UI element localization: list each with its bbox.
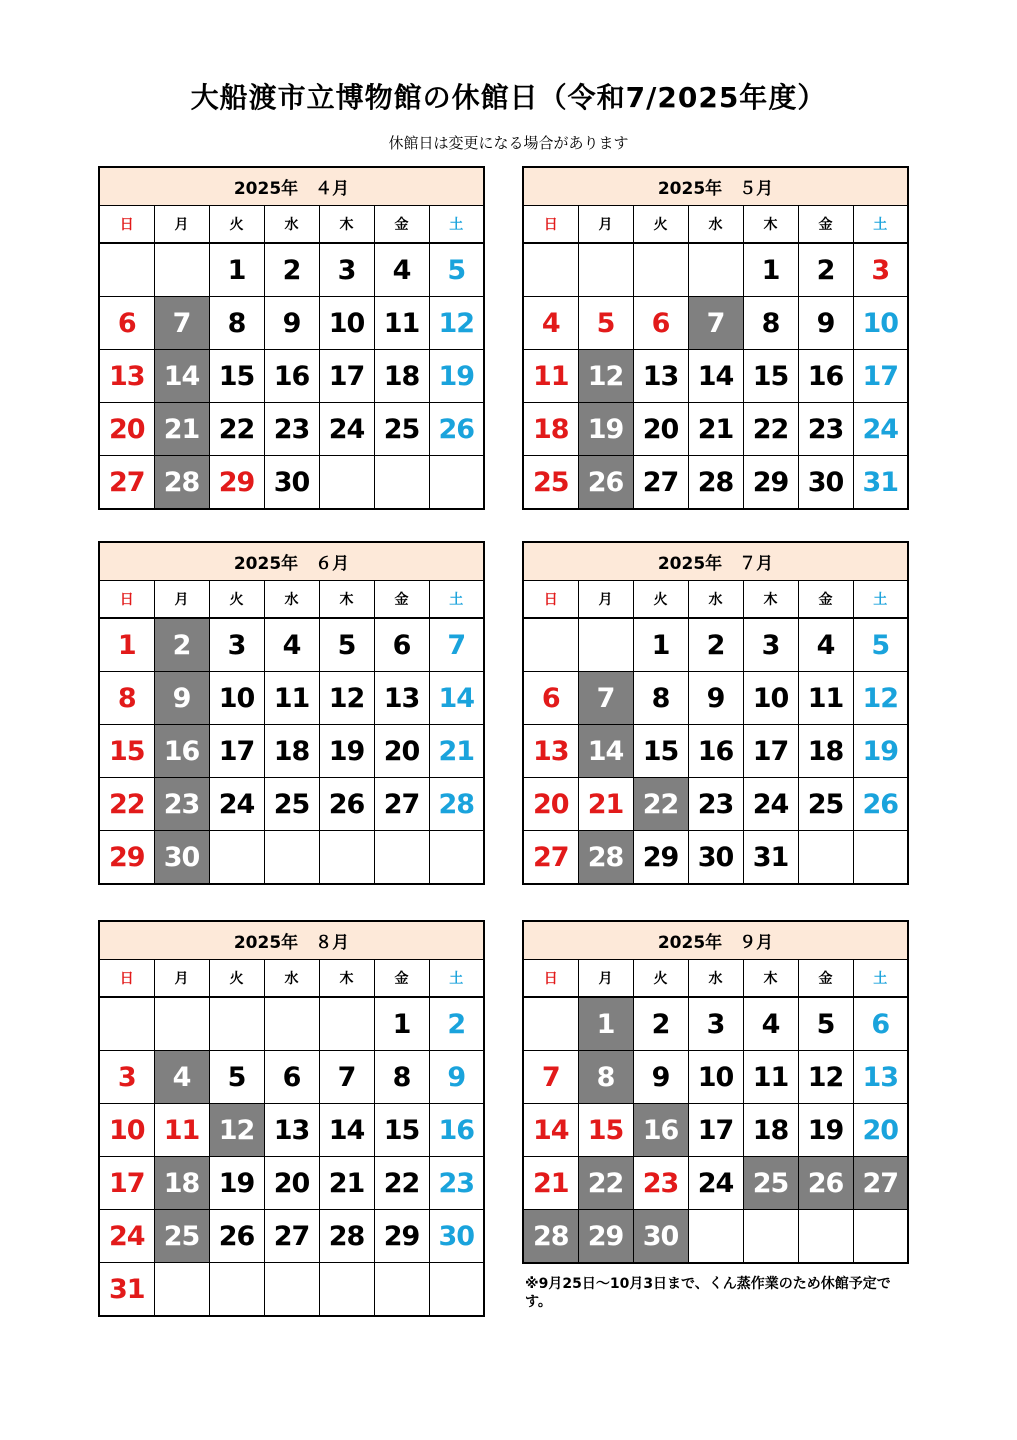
day-cell: 29	[633, 831, 688, 885]
day-cell: 16	[429, 1104, 484, 1157]
day-cell: 26	[429, 403, 484, 456]
day-cell: 13	[523, 725, 578, 778]
day-cell: 11	[154, 1104, 209, 1157]
day-cell: 20	[374, 725, 429, 778]
empty-cell	[209, 1263, 264, 1317]
day-cell: 26	[319, 778, 374, 831]
closed-day-cell: 7	[154, 297, 209, 350]
day-cell: 21	[429, 725, 484, 778]
empty-cell	[523, 618, 578, 672]
closed-day-cell: 29	[578, 1210, 633, 1264]
day-cell: 18	[743, 1104, 798, 1157]
empty-cell	[429, 456, 484, 510]
empty-cell	[798, 831, 853, 885]
weekday-label: 水	[688, 581, 743, 619]
day-cell: 27	[633, 456, 688, 510]
weekday-label: 金	[374, 206, 429, 244]
day-cell: 10	[99, 1104, 154, 1157]
day-cell: 20	[99, 403, 154, 456]
day-cell: 6	[853, 997, 908, 1051]
day-cell: 24	[853, 403, 908, 456]
empty-cell	[633, 243, 688, 297]
weekday-label: 木	[743, 960, 798, 998]
day-cell: 26	[853, 778, 908, 831]
day-cell: 20	[523, 778, 578, 831]
weekday-label: 金	[374, 581, 429, 619]
closed-day-cell: 30	[633, 1210, 688, 1264]
day-cell: 15	[578, 1104, 633, 1157]
day-cell: 24	[99, 1210, 154, 1263]
weekday-label: 金	[798, 960, 853, 998]
weekday-label: 日	[523, 581, 578, 619]
empty-cell	[264, 831, 319, 885]
empty-cell	[688, 243, 743, 297]
weekday-label: 水	[264, 960, 319, 998]
day-cell: 14	[688, 350, 743, 403]
day-cell: 25	[374, 403, 429, 456]
day-cell: 8	[633, 672, 688, 725]
day-cell: 8	[209, 297, 264, 350]
day-cell: 14	[319, 1104, 374, 1157]
day-cell: 15	[743, 350, 798, 403]
day-cell: 20	[633, 403, 688, 456]
day-cell: 2	[429, 997, 484, 1051]
weekday-label: 土	[853, 960, 908, 998]
day-cell: 17	[99, 1157, 154, 1210]
day-cell: 11	[264, 672, 319, 725]
closed-day-cell: 14	[154, 350, 209, 403]
day-cell: 1	[633, 618, 688, 672]
day-cell: 5	[853, 618, 908, 672]
weekday-label: 月	[578, 960, 633, 998]
day-cell: 4	[798, 618, 853, 672]
day-cell: 9	[429, 1051, 484, 1104]
day-cell: 4	[523, 297, 578, 350]
day-cell: 24	[319, 403, 374, 456]
day-cell: 24	[688, 1157, 743, 1210]
weekday-label: 金	[798, 206, 853, 244]
day-cell: 12	[429, 297, 484, 350]
day-cell: 7	[319, 1051, 374, 1104]
empty-cell	[578, 243, 633, 297]
day-cell: 29	[209, 456, 264, 510]
day-cell: 14	[523, 1104, 578, 1157]
day-cell: 13	[99, 350, 154, 403]
weekday-label: 水	[688, 206, 743, 244]
day-cell: 23	[264, 403, 319, 456]
closed-day-cell: 9	[154, 672, 209, 725]
day-cell: 27	[264, 1210, 319, 1263]
empty-cell	[319, 997, 374, 1051]
day-cell: 29	[374, 1210, 429, 1263]
day-cell: 6	[99, 297, 154, 350]
day-cell: 16	[264, 350, 319, 403]
day-cell: 10	[209, 672, 264, 725]
empty-cell	[853, 1210, 908, 1264]
day-cell: 18	[264, 725, 319, 778]
day-cell: 11	[374, 297, 429, 350]
weekday-label: 火	[633, 581, 688, 619]
day-cell: 31	[99, 1263, 154, 1317]
closed-day-cell: 25	[154, 1210, 209, 1263]
day-cell: 2	[633, 997, 688, 1051]
day-cell: 19	[319, 725, 374, 778]
day-cell: 5	[798, 997, 853, 1051]
empty-cell	[688, 1210, 743, 1264]
empty-cell	[319, 456, 374, 510]
fumigation-note: ※9月25日～10月3日まで、くん蒸作業のため休館予定です。	[525, 1276, 891, 1310]
closed-day-cell: 8	[578, 1051, 633, 1104]
day-cell: 13	[264, 1104, 319, 1157]
day-cell: 2	[798, 243, 853, 297]
day-cell: 4	[374, 243, 429, 297]
day-cell: 19	[853, 725, 908, 778]
closed-day-cell: 26	[578, 456, 633, 510]
empty-cell	[374, 456, 429, 510]
closed-day-cell: 4	[154, 1051, 209, 1104]
weekday-label: 水	[264, 206, 319, 244]
day-cell: 23	[798, 403, 853, 456]
day-cell: 18	[374, 350, 429, 403]
weekday-label: 月	[154, 206, 209, 244]
empty-cell	[853, 831, 908, 885]
day-cell: 27	[374, 778, 429, 831]
day-cell: 9	[264, 297, 319, 350]
day-cell: 28	[688, 456, 743, 510]
day-cell: 6	[633, 297, 688, 350]
day-cell: 10	[688, 1051, 743, 1104]
closed-day-cell: 12	[578, 350, 633, 403]
day-cell: 18	[798, 725, 853, 778]
month-header: 2025年 ６月	[99, 542, 484, 581]
day-cell: 15	[374, 1104, 429, 1157]
day-cell: 22	[374, 1157, 429, 1210]
weekday-label: 土	[853, 581, 908, 619]
weekday-label: 水	[688, 960, 743, 998]
day-cell: 19	[798, 1104, 853, 1157]
day-cell: 13	[374, 672, 429, 725]
day-cell: 25	[264, 778, 319, 831]
closed-day-cell: 25	[743, 1157, 798, 1210]
day-cell: 19	[209, 1157, 264, 1210]
day-cell: 17	[319, 350, 374, 403]
day-cell: 5	[429, 243, 484, 297]
day-cell: 21	[688, 403, 743, 456]
weekday-label: 水	[264, 581, 319, 619]
day-cell: 7	[429, 618, 484, 672]
day-cell: 16	[798, 350, 853, 403]
day-cell: 23	[688, 778, 743, 831]
day-cell: 21	[578, 778, 633, 831]
day-cell: 30	[264, 456, 319, 510]
weekday-label: 土	[429, 206, 484, 244]
day-cell: 17	[688, 1104, 743, 1157]
day-cell: 18	[523, 403, 578, 456]
day-cell: 4	[743, 997, 798, 1051]
day-cell: 6	[264, 1051, 319, 1104]
day-cell: 7	[523, 1051, 578, 1104]
day-cell: 2	[688, 618, 743, 672]
day-cell: 14	[429, 672, 484, 725]
day-cell: 28	[429, 778, 484, 831]
calendar-april	[98, 166, 485, 510]
closed-day-cell: 23	[154, 778, 209, 831]
closed-day-cell: 18	[154, 1157, 209, 1210]
day-cell: 8	[743, 297, 798, 350]
day-cell: 9	[798, 297, 853, 350]
day-cell: 17	[209, 725, 264, 778]
weekday-label: 火	[209, 960, 264, 998]
day-cell: 15	[209, 350, 264, 403]
day-cell: 3	[853, 243, 908, 297]
weekday-label: 月	[154, 960, 209, 998]
weekday-label: 木	[319, 206, 374, 244]
month-header: 2025年 ９月	[523, 921, 908, 960]
day-cell: 2	[264, 243, 319, 297]
closed-day-cell: 12	[209, 1104, 264, 1157]
day-cell: 1	[743, 243, 798, 297]
day-cell: 5	[578, 297, 633, 350]
weekday-label: 木	[743, 206, 798, 244]
empty-cell	[209, 997, 264, 1051]
empty-cell	[523, 243, 578, 297]
day-cell: 10	[743, 672, 798, 725]
empty-cell	[319, 1263, 374, 1317]
day-cell: 28	[319, 1210, 374, 1263]
closed-day-cell: 16	[154, 725, 209, 778]
day-cell: 27	[523, 831, 578, 885]
weekday-label: 火	[209, 581, 264, 619]
day-cell: 8	[374, 1051, 429, 1104]
calendar-august	[98, 920, 485, 1317]
day-cell: 3	[688, 997, 743, 1051]
closed-day-cell: 16	[633, 1104, 688, 1157]
day-cell: 5	[319, 618, 374, 672]
day-cell: 15	[633, 725, 688, 778]
weekday-label: 土	[853, 206, 908, 244]
day-cell: 9	[688, 672, 743, 725]
empty-cell	[429, 831, 484, 885]
weekday-label: 日	[523, 206, 578, 244]
weekday-label: 月	[578, 581, 633, 619]
closed-day-cell: 26	[798, 1157, 853, 1210]
day-cell: 21	[319, 1157, 374, 1210]
weekday-label: 土	[429, 960, 484, 998]
weekday-label: 木	[743, 581, 798, 619]
empty-cell	[429, 1263, 484, 1317]
day-cell: 12	[319, 672, 374, 725]
closed-day-cell: 22	[633, 778, 688, 831]
day-cell: 27	[99, 456, 154, 510]
empty-cell	[374, 1263, 429, 1317]
closed-day-cell: 21	[154, 403, 209, 456]
empty-cell	[99, 243, 154, 297]
closed-day-cell: 14	[578, 725, 633, 778]
day-cell: 17	[743, 725, 798, 778]
day-cell: 13	[633, 350, 688, 403]
day-cell: 22	[209, 403, 264, 456]
empty-cell	[578, 618, 633, 672]
day-cell: 11	[523, 350, 578, 403]
day-cell: 9	[633, 1051, 688, 1104]
closed-day-cell: 27	[853, 1157, 908, 1210]
day-cell: 8	[99, 672, 154, 725]
day-cell: 11	[798, 672, 853, 725]
weekday-label: 火	[209, 206, 264, 244]
closed-day-cell: 7	[688, 297, 743, 350]
day-cell: 16	[688, 725, 743, 778]
day-cell: 11	[743, 1051, 798, 1104]
day-cell: 26	[209, 1210, 264, 1263]
day-cell: 10	[319, 297, 374, 350]
day-cell: 17	[853, 350, 908, 403]
closed-day-cell: 28	[578, 831, 633, 885]
day-cell: 4	[264, 618, 319, 672]
day-cell: 3	[319, 243, 374, 297]
day-cell: 12	[853, 672, 908, 725]
weekday-label: 金	[798, 581, 853, 619]
day-cell: 25	[798, 778, 853, 831]
day-cell: 1	[374, 997, 429, 1051]
day-cell: 29	[99, 831, 154, 885]
day-cell: 23	[633, 1157, 688, 1210]
closed-day-cell: 1	[578, 997, 633, 1051]
day-cell: 1	[99, 618, 154, 672]
calendar-june	[98, 541, 485, 885]
weekday-label: 日	[99, 581, 154, 619]
day-cell: 6	[374, 618, 429, 672]
weekday-label: 日	[523, 960, 578, 998]
day-cell: 19	[429, 350, 484, 403]
day-cell: 15	[99, 725, 154, 778]
day-cell: 6	[523, 672, 578, 725]
empty-cell	[264, 997, 319, 1051]
weekday-label: 月	[154, 581, 209, 619]
day-cell: 31	[853, 456, 908, 510]
day-cell: 30	[798, 456, 853, 510]
empty-cell	[264, 1263, 319, 1317]
month-header: 2025年 ７月	[523, 542, 908, 581]
day-cell: 25	[523, 456, 578, 510]
day-cell: 24	[209, 778, 264, 831]
weekday-label: 火	[633, 206, 688, 244]
day-cell: 21	[523, 1157, 578, 1210]
closed-day-cell: 30	[154, 831, 209, 885]
calendar-may	[522, 166, 909, 510]
day-cell: 22	[99, 778, 154, 831]
day-cell: 3	[209, 618, 264, 672]
weekday-label: 日	[99, 206, 154, 244]
empty-cell	[209, 831, 264, 885]
weekday-label: 木	[319, 581, 374, 619]
day-cell: 12	[798, 1051, 853, 1104]
closed-day-cell: 28	[523, 1210, 578, 1264]
weekday-label: 金	[374, 960, 429, 998]
closed-day-cell: 28	[154, 456, 209, 510]
empty-cell	[798, 1210, 853, 1264]
day-cell: 29	[743, 456, 798, 510]
closed-day-cell: 19	[578, 403, 633, 456]
day-cell: 30	[429, 1210, 484, 1263]
weekday-label: 土	[429, 581, 484, 619]
page-title: 大船渡市立博物館の休館日（令和7/2025年度）	[190, 81, 827, 114]
empty-cell	[374, 831, 429, 885]
empty-cell	[319, 831, 374, 885]
weekday-label: 月	[578, 206, 633, 244]
calendar-september	[522, 920, 909, 1264]
day-cell: 30	[688, 831, 743, 885]
day-cell: 13	[853, 1051, 908, 1104]
day-cell: 22	[743, 403, 798, 456]
closed-day-cell: 7	[578, 672, 633, 725]
day-cell: 10	[853, 297, 908, 350]
empty-cell	[154, 1263, 209, 1317]
month-header: 2025年 ８月	[99, 921, 484, 960]
month-header: 2025年 ５月	[523, 167, 908, 206]
empty-cell	[523, 997, 578, 1051]
empty-cell	[99, 997, 154, 1051]
day-cell: 3	[99, 1051, 154, 1104]
day-cell: 20	[853, 1104, 908, 1157]
empty-cell	[743, 1210, 798, 1264]
calendar-july	[522, 541, 909, 885]
day-cell: 24	[743, 778, 798, 831]
weekday-label: 木	[319, 960, 374, 998]
weekday-label: 火	[633, 960, 688, 998]
closed-day-cell: 2	[154, 618, 209, 672]
day-cell: 5	[209, 1051, 264, 1104]
day-cell: 20	[264, 1157, 319, 1210]
empty-cell	[154, 997, 209, 1051]
day-cell: 23	[429, 1157, 484, 1210]
day-cell: 31	[743, 831, 798, 885]
closed-day-cell: 22	[578, 1157, 633, 1210]
weekday-label: 日	[99, 960, 154, 998]
month-header: 2025年 ４月	[99, 167, 484, 206]
day-cell: 1	[209, 243, 264, 297]
page-subtitle: 休館日は変更になる場合があります	[388, 134, 629, 152]
day-cell: 3	[743, 618, 798, 672]
empty-cell	[154, 243, 209, 297]
